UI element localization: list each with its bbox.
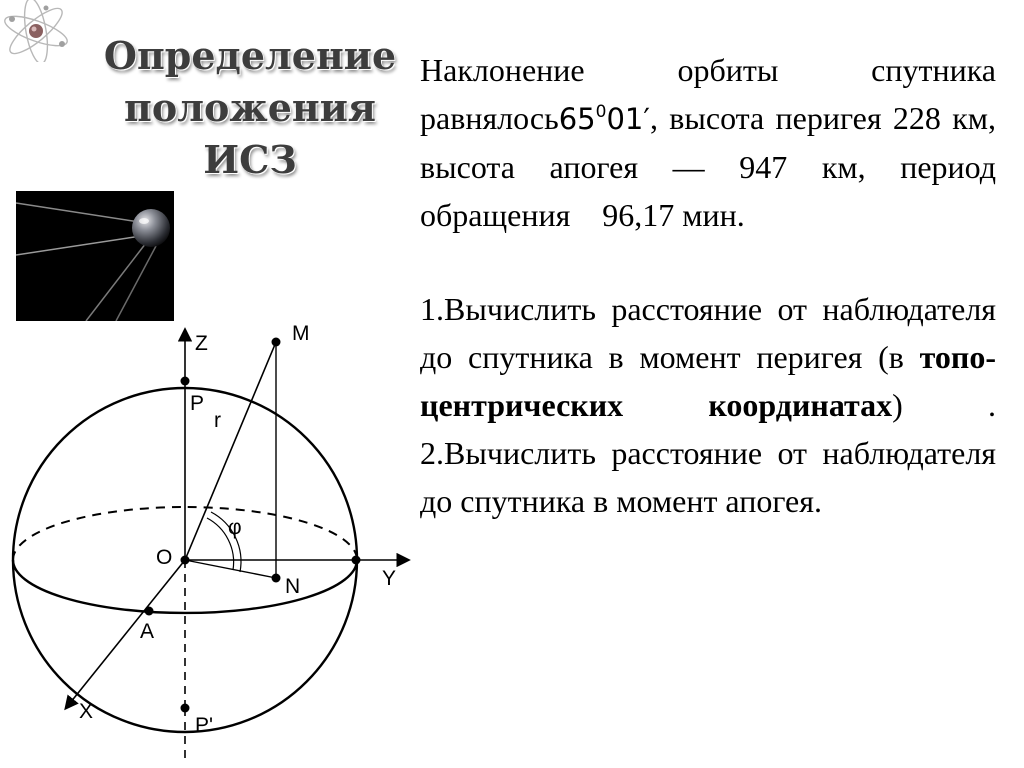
point-p-prime [181,704,190,713]
label-z: Z [195,332,208,355]
x-axis [66,560,185,708]
task-1-text: 1.Вычислить расстояние от наблюдателя до спутника в момент перигея (в [420,291,996,375]
slide-title [100,30,400,186]
title-line-2: положения [124,85,376,130]
point-o [181,556,190,565]
label-r: r [214,409,221,432]
label-a: A [140,620,155,643]
label-p-prime: P' [195,714,214,737]
atom-icon [0,0,74,62]
inclination-value: $65^001'$ [558,102,650,136]
label-x: X [79,700,94,723]
celestial-sphere-diagram [0,320,420,768]
orbit-params-intro: Наклонение орбиты спутника равнялось [420,52,996,136]
point-p [181,377,190,386]
point-a [145,607,154,616]
label-m: M [292,322,310,345]
text-block [420,46,996,525]
title-line-1: Определение [103,33,397,78]
projection-on [185,560,276,578]
label-phi: φ [228,516,242,539]
point-n [272,574,281,583]
orbit-params-heights: , высота перигея 228 км, высота апогея — 947 км, период обращения [420,100,996,233]
point-y-equator [352,556,361,565]
point-m [272,338,281,347]
label-n: N [285,575,301,598]
orbit-parameters-paragraph [420,46,996,239]
label-p: P [190,392,205,415]
task-2-paragraph [420,429,996,525]
task-1-paragraph [420,285,996,429]
sputnik-satellite-photo [16,191,174,321]
task-1-end: ) . [892,387,996,423]
title-line-3: ИСЗ [203,137,297,182]
task-1-bold-term: топо-центрических координатах [420,339,997,423]
task-2-text: 2.Вычислить расстояние от наблюдателя до спутника в момент апогея. [420,435,996,519]
label-y: Y [382,567,397,590]
label-o: O [156,546,173,569]
period-value: 96,17 мин. [602,197,745,233]
